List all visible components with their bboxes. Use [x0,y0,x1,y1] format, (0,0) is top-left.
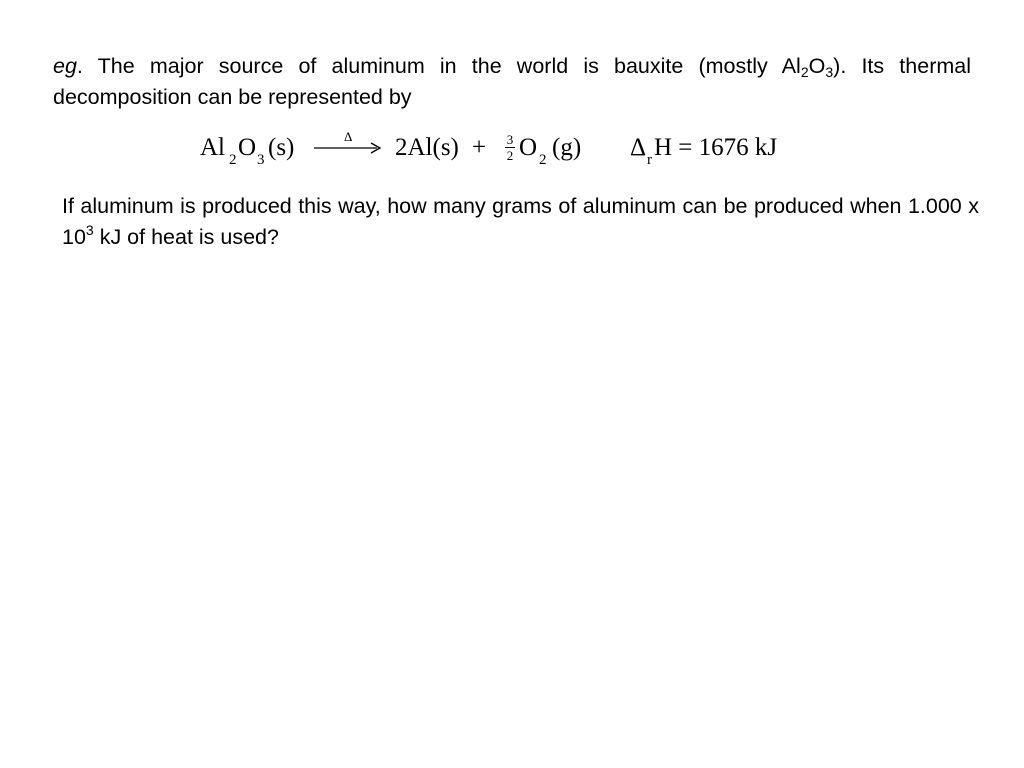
reactant-state: (s) [268,134,295,161]
enthalpy-value: H = 1676 kJ [654,134,778,161]
intro-paragraph [53,51,971,113]
eg-label: eg [53,54,77,78]
intro-text-part-1: . The major source of aluminum in the world is bauxite (mostly Al [76,54,801,78]
question-text-part-1: If aluminum is produced this way, how many grams of aluminum can be produced when 1.000 x 10 [62,194,979,249]
reactant-subscript-3: 3 [257,152,265,168]
intro-subscript-2: 2 [800,64,809,80]
product-state: (g) [552,134,582,161]
three-halves-fraction [504,131,516,165]
reactant-al: Al [200,134,225,161]
delta-symbol: Δ [630,134,647,161]
fraction-denominator: 2 [506,148,514,163]
fraction-numerator: 3 [506,132,514,147]
question-text-part-2: kJ of heat is used? [93,225,279,249]
product-o: O [519,134,538,161]
intro-subscript-3: 3 [825,64,834,80]
reactant-subscript-2: 2 [229,152,237,168]
heat-delta-label: Δ [344,129,353,144]
question-paragraph [62,191,979,253]
plus-sign: + [472,134,487,161]
delta-subscript-r: r [647,152,652,168]
reaction-arrow-icon [313,138,383,168]
intro-text-part-3: ). Its thermal decomposition can be represented by [53,54,971,109]
intro-text-part-2: O [808,54,826,78]
question-superscript-3: 3 [85,222,94,238]
product-subscript-2: 2 [539,152,547,168]
product-al: 2Al(s) [395,134,459,161]
reactant-o: O [238,134,257,161]
